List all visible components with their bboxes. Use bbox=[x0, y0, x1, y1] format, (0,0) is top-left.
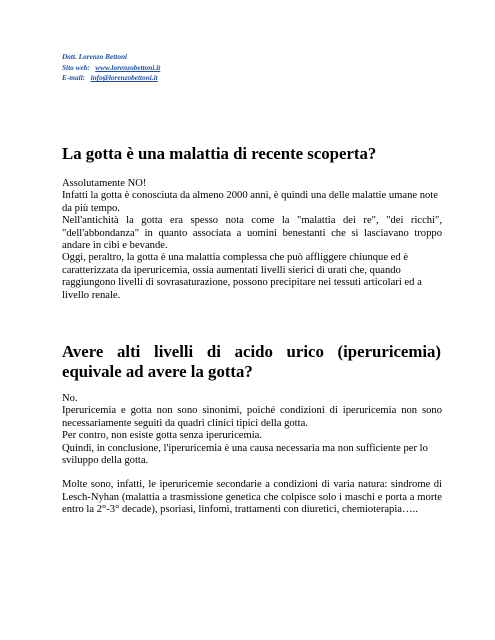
section2-heading: Avere alti livelli di acido urico (iperuricemia) equivale ad avere la gotta? bbox=[62, 342, 441, 381]
section2-paragraph: Iperuricemia e gotta non sono sinonimi, poiché condizioni di iperuricemia non sono necessariamente seguiti da quadri clinici tipici della gotta. bbox=[62, 405, 442, 429]
website-link[interactable]: www.lorenzobettoni.it bbox=[95, 62, 161, 72]
section1-heading: La gotta è una malattia di recente scoperta? bbox=[62, 144, 377, 163]
section1-body bbox=[62, 178, 442, 302]
section2-paragraph: Quindi, in conclusione, l'iperuricemia è una causa necessaria ma non sufficiente per lo sviluppo della gotta. bbox=[62, 442, 428, 467]
email-line bbox=[62, 73, 442, 84]
section2-paragraph: No. bbox=[62, 393, 78, 404]
section2-paragraph: Molte sono, infatti, le iperuricemie secondarie a condizioni di varia natura: sindrome di Lesch-Nyhan (malattia a trasmissione genetica che colpisce solo i maschi e porta a morte entro la 2°-3° decade), psoriasi, linfomi, trattamenti con diuretici, chemioterapia….. bbox=[62, 479, 442, 516]
section1-paragraph: Nell'antichità la gotta era spesso nota come la "malattia dei re", "dei ricchi", "dell'abbondanza" in quanto associata a uomini benestanti che si lasciavano troppo andare in cibi e bevande. bbox=[62, 215, 442, 252]
paragraph-spacer bbox=[62, 467, 442, 479]
email-label: E-mail: bbox=[62, 73, 86, 83]
section1-paragraph: Oggi, peraltro, la gotta è una malattia complessa che può affliggere chiunque ed è caratterizzata da iperuricemia, ossia aumentati livelli sierici di urati che, quando raggiungono livelli di sovrasaturazione, possono precipitare nei tessuti articolari ed a livello renale. bbox=[62, 252, 422, 301]
author-name: Dott. Lorenzo Bettoni bbox=[62, 52, 128, 61]
email-link[interactable]: info@lorenzobettoni.it bbox=[90, 73, 158, 83]
website-line bbox=[62, 63, 442, 74]
section2-body bbox=[62, 393, 442, 517]
section2-paragraph: Per contro, non esiste gotta senza iperuricemia. bbox=[62, 430, 263, 442]
section1-paragraph: Infatti la gotta è conosciuta da almeno 2000 anni, è quindi una delle malattie umane note da più tempo. bbox=[62, 190, 438, 214]
author-header bbox=[62, 52, 442, 84]
website-label: Sito web: bbox=[62, 62, 90, 72]
section1-paragraph: Assolutamente NO! bbox=[62, 178, 147, 189]
